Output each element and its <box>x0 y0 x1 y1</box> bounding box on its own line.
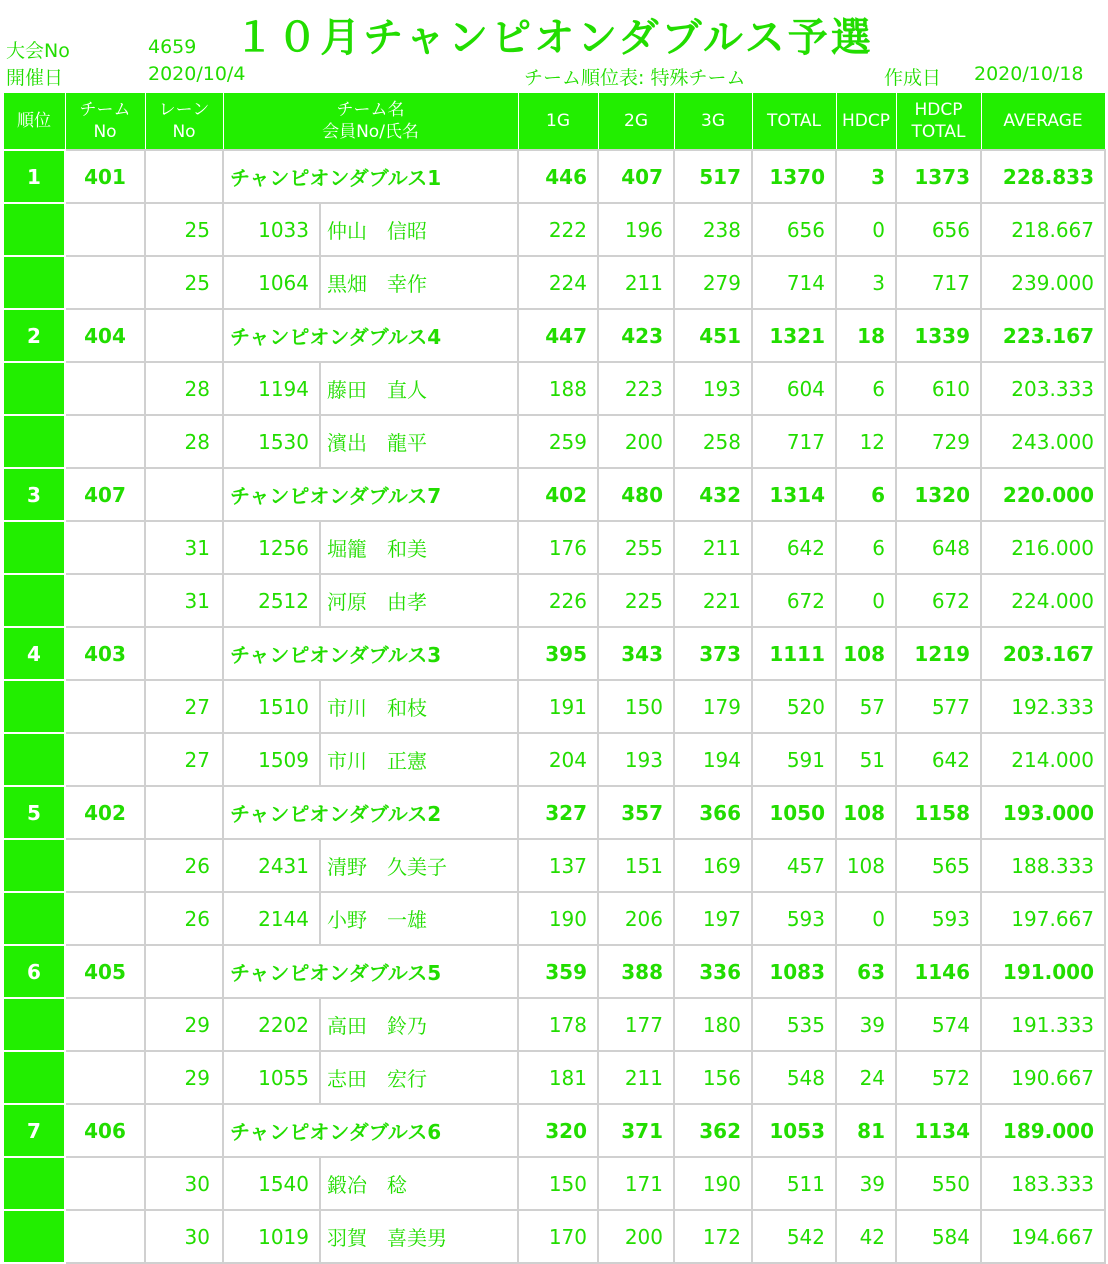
member-hdcp-cell: 6 <box>836 521 896 574</box>
member-g2-cell: 206 <box>598 892 674 945</box>
member-g3-cell: 197 <box>674 892 752 945</box>
lane-no-cell: 29 <box>145 1051 223 1104</box>
member-g1-cell: 259 <box>518 415 598 468</box>
member-hdcp-cell: 6 <box>836 362 896 415</box>
team-no-cell: 404 <box>65 309 145 362</box>
lane-no-cell: 26 <box>145 839 223 892</box>
member-row <box>3 892 1105 945</box>
member-g1-cell: 204 <box>518 733 598 786</box>
lane-no-cell: 27 <box>145 680 223 733</box>
rank-cell <box>3 998 65 1051</box>
col-name: チーム名 会員No/氏名 <box>223 93 518 151</box>
team-no-cell <box>65 892 145 945</box>
member-row <box>3 1210 1105 1263</box>
member-name-cell: 市川 正憲 <box>320 733 518 786</box>
member-average-cell: 224.000 <box>981 574 1105 627</box>
member-row <box>3 415 1105 468</box>
team-g3-cell: 336 <box>674 945 752 998</box>
member-name-cell: 羽賀 喜美男 <box>320 1210 518 1263</box>
member-total-cell: 520 <box>752 680 836 733</box>
lane-no-cell <box>145 150 223 203</box>
created-date-label: 作成日 <box>884 67 942 89</box>
rank-cell: 7 <box>3 1104 65 1157</box>
member-hdcp-total-cell: 729 <box>896 415 981 468</box>
member-no-cell: 1055 <box>223 1051 320 1104</box>
team-hdcp-cell: 18 <box>836 309 896 362</box>
col-1g: 1G <box>518 93 598 151</box>
rank-cell: 5 <box>3 786 65 839</box>
team-g3-cell: 432 <box>674 468 752 521</box>
member-no-cell: 2512 <box>223 574 320 627</box>
member-g3-cell: 211 <box>674 521 752 574</box>
team-no-cell <box>65 203 145 256</box>
team-total-cell: 1053 <box>752 1104 836 1157</box>
rank-cell <box>3 256 65 309</box>
rank-cell <box>3 1157 65 1210</box>
member-g2-cell: 255 <box>598 521 674 574</box>
member-g3-cell: 190 <box>674 1157 752 1210</box>
team-name-cell: チャンピオンダブルス6 <box>223 1104 518 1157</box>
lane-no-cell: 31 <box>145 574 223 627</box>
member-g2-cell: 223 <box>598 362 674 415</box>
team-no-cell <box>65 362 145 415</box>
member-g3-cell: 193 <box>674 362 752 415</box>
member-average-cell: 188.333 <box>981 839 1105 892</box>
table-header-row <box>3 93 1105 151</box>
member-g2-cell: 193 <box>598 733 674 786</box>
team-hdcp-cell: 108 <box>836 627 896 680</box>
member-name-cell: 仲山 信昭 <box>320 203 518 256</box>
lane-no-cell: 30 <box>145 1157 223 1210</box>
lane-no-cell <box>145 468 223 521</box>
team-average-cell: 189.000 <box>981 1104 1105 1157</box>
col-rank: 順位 <box>3 93 65 151</box>
member-average-cell: 216.000 <box>981 521 1105 574</box>
member-average-cell: 203.333 <box>981 362 1105 415</box>
member-name-cell: 藤田 直人 <box>320 362 518 415</box>
member-no-cell: 1033 <box>223 203 320 256</box>
member-average-cell: 192.333 <box>981 680 1105 733</box>
team-g1-cell: 320 <box>518 1104 598 1157</box>
member-hdcp-cell: 39 <box>836 1157 896 1210</box>
member-hdcp-total-cell: 574 <box>896 998 981 1051</box>
team-total-cell: 1370 <box>752 150 836 203</box>
member-hdcp-cell: 42 <box>836 1210 896 1263</box>
member-average-cell: 243.000 <box>981 415 1105 468</box>
team-no-cell <box>65 1157 145 1210</box>
team-total-cell: 1314 <box>752 468 836 521</box>
lane-no-cell: 25 <box>145 203 223 256</box>
team-average-cell: 203.167 <box>981 627 1105 680</box>
rank-cell <box>3 839 65 892</box>
team-no-cell <box>65 1210 145 1263</box>
member-g3-cell: 180 <box>674 998 752 1051</box>
col-hdcp: HDCP <box>836 93 896 151</box>
team-no-cell: 406 <box>65 1104 145 1157</box>
member-g3-cell: 238 <box>674 203 752 256</box>
rank-cell <box>3 733 65 786</box>
member-g2-cell: 151 <box>598 839 674 892</box>
rank-cell: 4 <box>3 627 65 680</box>
team-g3-cell: 517 <box>674 150 752 203</box>
member-total-cell: 548 <box>752 1051 836 1104</box>
team-no-cell <box>65 574 145 627</box>
team-no-cell <box>65 839 145 892</box>
member-row <box>3 203 1105 256</box>
member-g1-cell: 224 <box>518 256 598 309</box>
member-total-cell: 511 <box>752 1157 836 1210</box>
member-hdcp-cell: 0 <box>836 892 896 945</box>
rank-cell <box>3 415 65 468</box>
team-no-cell <box>65 1051 145 1104</box>
member-total-cell: 535 <box>752 998 836 1051</box>
team-g3-cell: 373 <box>674 627 752 680</box>
member-hdcp-cell: 0 <box>836 574 896 627</box>
member-total-cell: 604 <box>752 362 836 415</box>
member-row <box>3 733 1105 786</box>
member-no-cell: 2202 <box>223 998 320 1051</box>
member-name-cell: 小野 一雄 <box>320 892 518 945</box>
member-average-cell: 190.667 <box>981 1051 1105 1104</box>
member-row <box>3 680 1105 733</box>
team-hdcp-cell: 3 <box>836 150 896 203</box>
member-row <box>3 362 1105 415</box>
team-hdcp-total-cell: 1158 <box>896 786 981 839</box>
rank-cell: 6 <box>3 945 65 998</box>
member-no-cell: 1530 <box>223 415 320 468</box>
team-row <box>3 786 1105 839</box>
team-g1-cell: 395 <box>518 627 598 680</box>
team-average-cell: 193.000 <box>981 786 1105 839</box>
member-g3-cell: 221 <box>674 574 752 627</box>
team-no-cell: 405 <box>65 945 145 998</box>
rank-cell <box>3 574 65 627</box>
member-hdcp-cell: 12 <box>836 415 896 468</box>
member-average-cell: 194.667 <box>981 1210 1105 1263</box>
team-hdcp-total-cell: 1134 <box>896 1104 981 1157</box>
member-g2-cell: 177 <box>598 998 674 1051</box>
rank-cell: 2 <box>3 309 65 362</box>
member-hdcp-total-cell: 584 <box>896 1210 981 1263</box>
col-hdcp-total: HDCP TOTAL <box>896 93 981 151</box>
team-total-cell: 1111 <box>752 627 836 680</box>
lane-no-cell: 31 <box>145 521 223 574</box>
member-g2-cell: 150 <box>598 680 674 733</box>
team-g1-cell: 402 <box>518 468 598 521</box>
team-g2-cell: 388 <box>598 945 674 998</box>
team-g2-cell: 357 <box>598 786 674 839</box>
member-average-cell: 214.000 <box>981 733 1105 786</box>
lane-no-cell: 30 <box>145 1210 223 1263</box>
team-hdcp-total-cell: 1146 <box>896 945 981 998</box>
member-no-cell: 1509 <box>223 733 320 786</box>
lane-no-cell <box>145 945 223 998</box>
member-g1-cell: 176 <box>518 521 598 574</box>
team-g3-cell: 451 <box>674 309 752 362</box>
member-hdcp-total-cell: 672 <box>896 574 981 627</box>
team-g2-cell: 480 <box>598 468 674 521</box>
team-g2-cell: 407 <box>598 150 674 203</box>
member-total-cell: 717 <box>752 415 836 468</box>
member-no-cell: 1064 <box>223 256 320 309</box>
team-name-cell: チャンピオンダブルス2 <box>223 786 518 839</box>
member-g2-cell: 200 <box>598 415 674 468</box>
team-hdcp-total-cell: 1219 <box>896 627 981 680</box>
team-name-cell: チャンピオンダブルス3 <box>223 627 518 680</box>
lane-no-cell: 28 <box>145 415 223 468</box>
col-average: AVERAGE <box>981 93 1105 151</box>
member-hdcp-total-cell: 642 <box>896 733 981 786</box>
member-g1-cell: 222 <box>518 203 598 256</box>
lane-no-cell <box>145 309 223 362</box>
member-hdcp-cell: 108 <box>836 839 896 892</box>
lane-no-cell: 26 <box>145 892 223 945</box>
team-name-cell: チャンピオンダブルス4 <box>223 309 518 362</box>
member-g2-cell: 211 <box>598 1051 674 1104</box>
team-name-cell: チャンピオンダブルス7 <box>223 468 518 521</box>
rank-cell <box>3 362 65 415</box>
team-average-cell: 191.000 <box>981 945 1105 998</box>
team-hdcp-total-cell: 1373 <box>896 150 981 203</box>
team-no-cell <box>65 521 145 574</box>
rank-cell: 1 <box>3 150 65 203</box>
team-g2-cell: 423 <box>598 309 674 362</box>
member-hdcp-total-cell: 717 <box>896 256 981 309</box>
standings-table <box>2 92 1106 1264</box>
member-hdcp-total-cell: 565 <box>896 839 981 892</box>
member-name-cell: 市川 和枝 <box>320 680 518 733</box>
member-row <box>3 256 1105 309</box>
member-total-cell: 714 <box>752 256 836 309</box>
team-no-cell: 403 <box>65 627 145 680</box>
lane-no-cell <box>145 786 223 839</box>
member-hdcp-cell: 39 <box>836 998 896 1051</box>
member-name-cell: 黒畑 幸作 <box>320 256 518 309</box>
member-average-cell: 183.333 <box>981 1157 1105 1210</box>
member-total-cell: 672 <box>752 574 836 627</box>
team-name-cell: チャンピオンダブルス1 <box>223 150 518 203</box>
member-hdcp-cell: 0 <box>836 203 896 256</box>
member-row <box>3 998 1105 1051</box>
team-total-cell: 1321 <box>752 309 836 362</box>
team-hdcp-cell: 81 <box>836 1104 896 1157</box>
member-row <box>3 839 1105 892</box>
team-g1-cell: 359 <box>518 945 598 998</box>
member-total-cell: 542 <box>752 1210 836 1263</box>
rank-cell <box>3 892 65 945</box>
member-name-cell: 鍛冶 稔 <box>320 1157 518 1210</box>
team-no-cell: 402 <box>65 786 145 839</box>
col-2g: 2G <box>598 93 674 151</box>
team-row <box>3 468 1105 521</box>
lane-no-cell: 29 <box>145 998 223 1051</box>
member-g3-cell: 179 <box>674 680 752 733</box>
tournament-no-label: 大会No <box>6 40 70 62</box>
member-row <box>3 574 1105 627</box>
rank-cell <box>3 521 65 574</box>
member-hdcp-cell: 57 <box>836 680 896 733</box>
member-no-cell: 1019 <box>223 1210 320 1263</box>
member-row <box>3 1051 1105 1104</box>
rank-cell <box>3 1051 65 1104</box>
team-name-cell: チャンピオンダブルス5 <box>223 945 518 998</box>
col-team-no: チーム No <box>65 93 145 151</box>
member-hdcp-total-cell: 648 <box>896 521 981 574</box>
member-average-cell: 239.000 <box>981 256 1105 309</box>
team-g3-cell: 366 <box>674 786 752 839</box>
team-hdcp-cell: 6 <box>836 468 896 521</box>
member-no-cell: 1510 <box>223 680 320 733</box>
member-g1-cell: 178 <box>518 998 598 1051</box>
member-g1-cell: 170 <box>518 1210 598 1263</box>
member-no-cell: 1256 <box>223 521 320 574</box>
member-hdcp-total-cell: 593 <box>896 892 981 945</box>
member-g1-cell: 191 <box>518 680 598 733</box>
member-hdcp-cell: 51 <box>836 733 896 786</box>
member-name-cell: 志田 宏行 <box>320 1051 518 1104</box>
member-no-cell: 1540 <box>223 1157 320 1210</box>
member-row <box>3 521 1105 574</box>
team-no-cell <box>65 733 145 786</box>
team-no-cell: 407 <box>65 468 145 521</box>
member-name-cell: 堀籠 和美 <box>320 521 518 574</box>
member-row <box>3 1157 1105 1210</box>
member-no-cell: 2144 <box>223 892 320 945</box>
rank-cell: 3 <box>3 468 65 521</box>
team-row <box>3 627 1105 680</box>
member-g2-cell: 200 <box>598 1210 674 1263</box>
member-g1-cell: 137 <box>518 839 598 892</box>
lane-no-cell <box>145 1104 223 1157</box>
member-g3-cell: 156 <box>674 1051 752 1104</box>
member-hdcp-cell: 3 <box>836 256 896 309</box>
report-header <box>0 0 1108 92</box>
date-value: 2020/10/4 <box>148 63 246 85</box>
team-average-cell: 228.833 <box>981 150 1105 203</box>
member-average-cell: 191.333 <box>981 998 1105 1051</box>
team-g3-cell: 362 <box>674 1104 752 1157</box>
team-row <box>3 309 1105 362</box>
lane-no-cell: 27 <box>145 733 223 786</box>
member-name-cell: 高田 鈴乃 <box>320 998 518 1051</box>
team-g2-cell: 371 <box>598 1104 674 1157</box>
member-g1-cell: 181 <box>518 1051 598 1104</box>
team-no-cell: 401 <box>65 150 145 203</box>
team-no-cell <box>65 415 145 468</box>
team-row <box>3 945 1105 998</box>
member-hdcp-cell: 24 <box>836 1051 896 1104</box>
lane-no-cell <box>145 627 223 680</box>
member-no-cell: 1194 <box>223 362 320 415</box>
team-hdcp-total-cell: 1320 <box>896 468 981 521</box>
member-no-cell: 2431 <box>223 839 320 892</box>
team-g1-cell: 447 <box>518 309 598 362</box>
rank-cell <box>3 1210 65 1263</box>
member-name-cell: 清野 久美子 <box>320 839 518 892</box>
team-no-cell <box>65 998 145 1051</box>
member-total-cell: 591 <box>752 733 836 786</box>
team-no-cell <box>65 256 145 309</box>
team-total-cell: 1050 <box>752 786 836 839</box>
member-g2-cell: 171 <box>598 1157 674 1210</box>
team-g1-cell: 446 <box>518 150 598 203</box>
member-total-cell: 656 <box>752 203 836 256</box>
col-3g: 3G <box>674 93 752 151</box>
member-average-cell: 218.667 <box>981 203 1105 256</box>
date-label: 開催日 <box>6 67 64 89</box>
team-hdcp-total-cell: 1339 <box>896 309 981 362</box>
member-g2-cell: 225 <box>598 574 674 627</box>
rank-cell <box>3 203 65 256</box>
member-g3-cell: 169 <box>674 839 752 892</box>
team-row <box>3 150 1105 203</box>
team-average-cell: 223.167 <box>981 309 1105 362</box>
member-g2-cell: 211 <box>598 256 674 309</box>
lane-no-cell: 28 <box>145 362 223 415</box>
member-g2-cell: 196 <box>598 203 674 256</box>
team-hdcp-cell: 108 <box>836 786 896 839</box>
team-g1-cell: 327 <box>518 786 598 839</box>
rank-cell <box>3 680 65 733</box>
team-average-cell: 220.000 <box>981 468 1105 521</box>
col-lane-no: レーン No <box>145 93 223 151</box>
member-total-cell: 593 <box>752 892 836 945</box>
member-name-cell: 濱出 龍平 <box>320 415 518 468</box>
member-hdcp-total-cell: 610 <box>896 362 981 415</box>
member-g3-cell: 194 <box>674 733 752 786</box>
col-total: TOTAL <box>752 93 836 151</box>
member-hdcp-total-cell: 656 <box>896 203 981 256</box>
member-g1-cell: 150 <box>518 1157 598 1210</box>
team-g2-cell: 343 <box>598 627 674 680</box>
member-g3-cell: 279 <box>674 256 752 309</box>
member-hdcp-total-cell: 577 <box>896 680 981 733</box>
team-total-cell: 1083 <box>752 945 836 998</box>
created-date-value: 2020/10/18 <box>974 63 1084 85</box>
member-hdcp-total-cell: 550 <box>896 1157 981 1210</box>
member-name-cell: 河原 由孝 <box>320 574 518 627</box>
member-g1-cell: 190 <box>518 892 598 945</box>
member-g3-cell: 258 <box>674 415 752 468</box>
tournament-no-value: 4659 <box>148 36 197 58</box>
report-title: チーム順位表: 特殊チーム <box>524 67 746 89</box>
member-total-cell: 457 <box>752 839 836 892</box>
lane-no-cell: 25 <box>145 256 223 309</box>
member-hdcp-total-cell: 572 <box>896 1051 981 1104</box>
member-total-cell: 642 <box>752 521 836 574</box>
member-g3-cell: 172 <box>674 1210 752 1263</box>
team-hdcp-cell: 63 <box>836 945 896 998</box>
page-title: １０月チャンピオンダブルス予選 <box>234 15 874 61</box>
member-g1-cell: 226 <box>518 574 598 627</box>
member-g1-cell: 188 <box>518 362 598 415</box>
member-average-cell: 197.667 <box>981 892 1105 945</box>
team-no-cell <box>65 680 145 733</box>
team-row <box>3 1104 1105 1157</box>
